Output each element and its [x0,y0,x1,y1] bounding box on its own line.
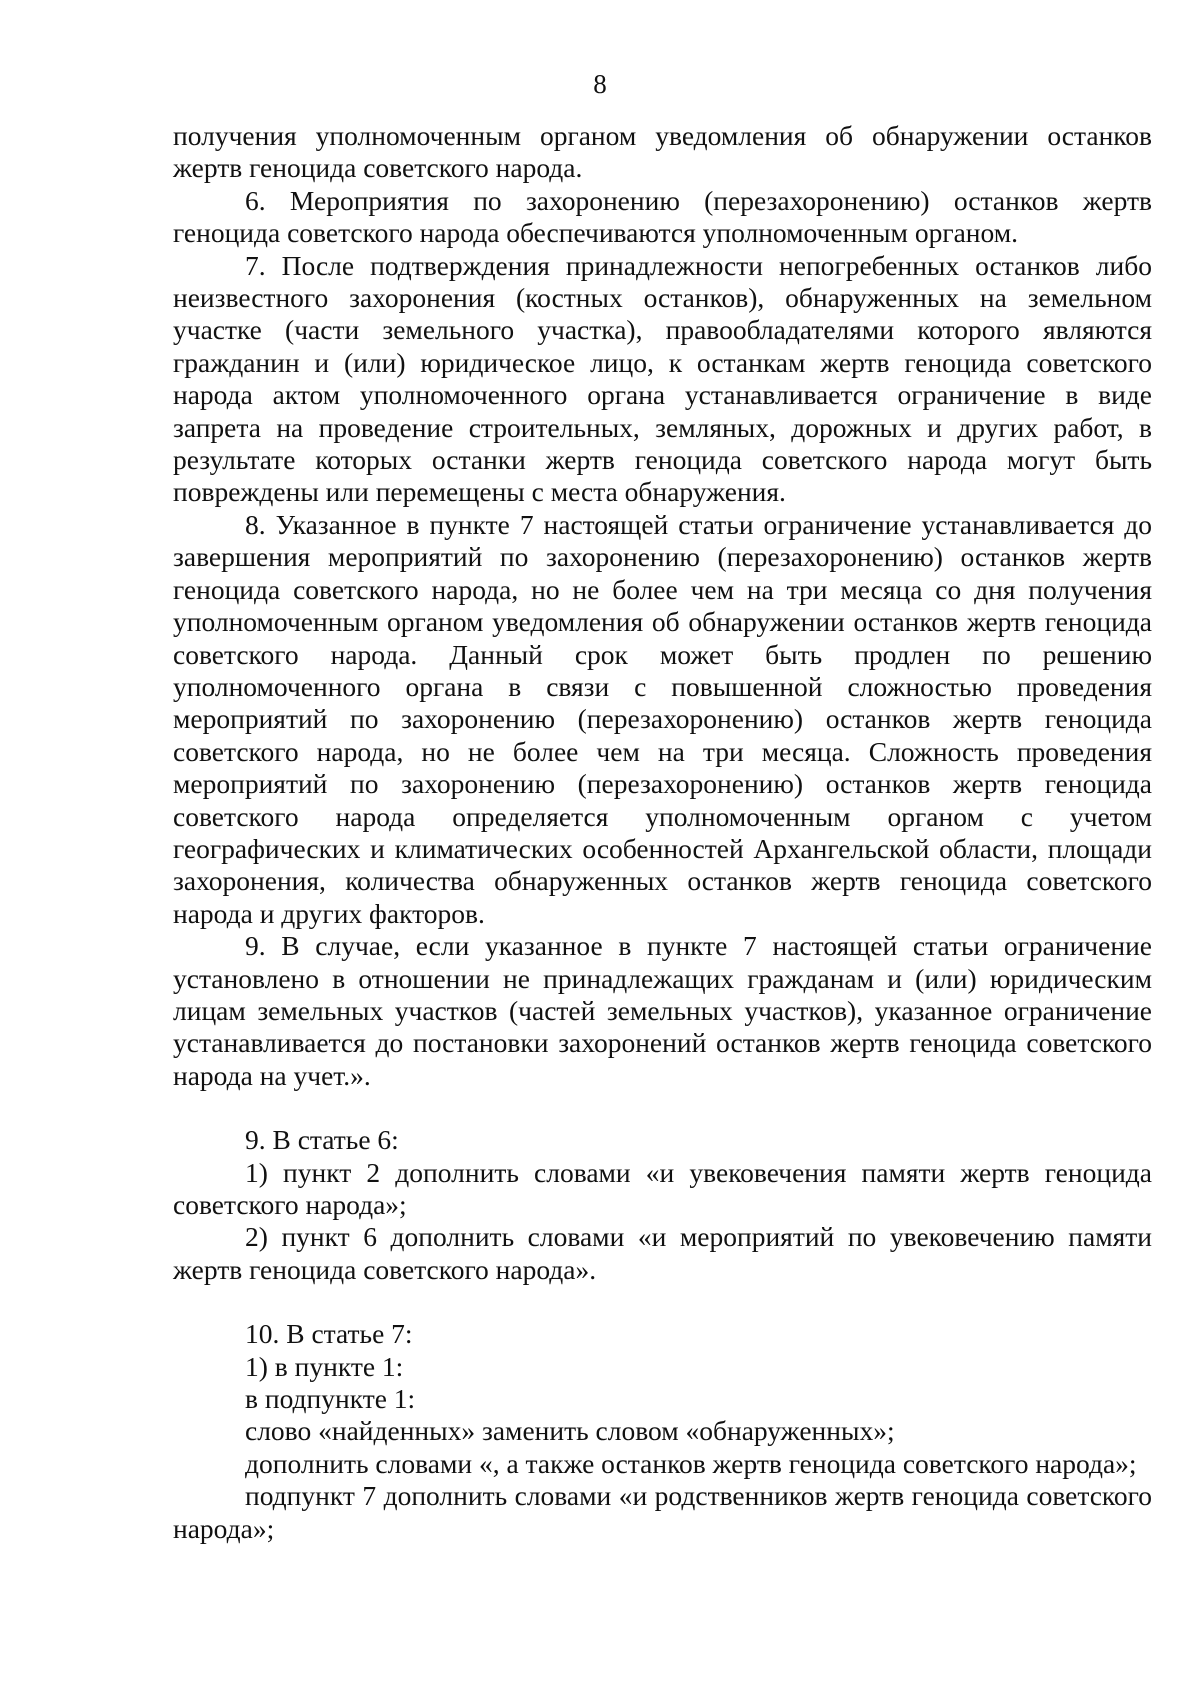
section-9-sub-2: 2) пункт 6 дополнить словами «и мероприятий по увековечению памяти жертв геноцида советского народа». [173,1221,1152,1285]
page-number: 8 [593,69,607,99]
section-9-heading: 9. В статье 6: [245,1124,399,1156]
section-10-sub-1: 1) в пункте 1: [245,1350,404,1382]
section-10-add-words: дополнить словами «, а также останков жертв геноцида советского народа»; [245,1447,1137,1479]
document-body [173,120,1152,1545]
section-10-subpoint-7: подпункт 7 дополнить словами «и родственников жертв геноцида советского народа»; [173,1480,1152,1544]
section-10-subpoint-1: в подпункте 1: [245,1383,416,1415]
paragraph-item-6: 6. Мероприятия по захоронению (перезахоронению) останков жертв геноцида советского народа обеспечиваются уполномоченным органом. [173,184,1152,249]
section-9-sub-1: 1) пункт 2 дополнить словами «и увековечения памяти жертв геноцида советского народа»; [173,1156,1152,1220]
section-10-replace-word: слово «найденных» заменить словом «обнаруженных»; [245,1415,895,1447]
paragraph-item-9: 9. В случае, если указанное в пункте 7 настоящей статьи ограничение установлено в отношении не принадлежащих гражданам и (или) юридическим лицам земельных участков (частей земельных участков), указанное ограничение устанавливается до постановки захоронений останков жертв геноцида советского народа на учет.». [173,930,1152,1091]
paragraph-continuation: получения уполномоченным органом уведомления об обнаружении останков жертв геноцида советского народа. [173,120,1152,184]
paragraph-item-7: 7. После подтверждения принадлежности непогребенных останков либо неизвестного захоронения (костных останков), обнаруженных на земельном участке (части земельного участка), правообладателями которого являются гражданин и (или) юридическое лицо, к останкам жертв геноцида советского народа актом уполномоченного органа устанавливается ограничение в виде запрета на проведение строительных, земляных, дорожных и других работ, в результате которых останки жертв геноцида советского народа могут быть повреждены или перемещены с места обнаружения. [173,249,1152,508]
section-10-heading: 10. В статье 7: [245,1318,413,1350]
paragraph-item-8: 8. Указанное в пункте 7 настоящей статьи ограничение устанавливается до завершения мероприятий по захоронению (перезахоронению) останков жертв геноцида советского народа, но не более чем на три месяца со дня получения уполномоченным органом уведомления об обнаружении останков жертв геноцида советского народа. Данный срок может быть продлен по решению уполномоченного органа в связи с повышенной сложностью проведения мероприятий по захоронению (перезахоронению) останков жертв геноцида советского народа, но не более чем на три месяца. Сложность проведения мероприятий по захоронению (перезахоронению) останков жертв геноцида советского народа определяется уполномоченным органом с учетом географических и климатических особенностей Архангельской области, площади захоронения, количества обнаруженных останков жертв геноцида советского народа и других факторов. [173,508,1152,929]
